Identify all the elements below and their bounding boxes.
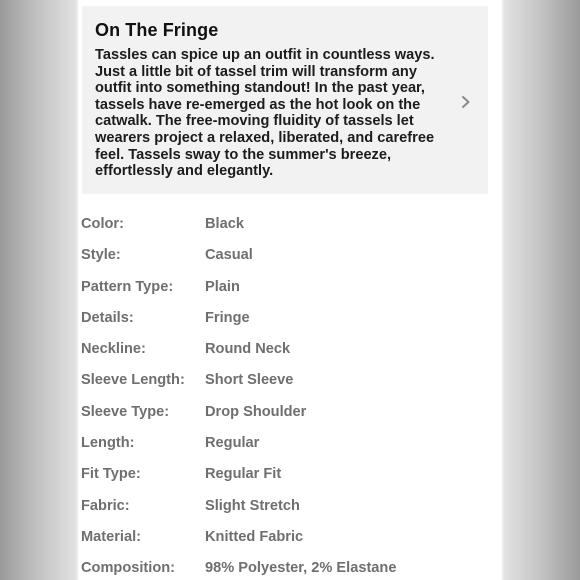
- spec-row-pattern-type: [81, 276, 491, 307]
- feature-title: On The Fringe: [95, 20, 219, 40]
- spec-label: Color:: [81, 216, 124, 232]
- spec-value: 98% Polyester, 2% Elastane: [205, 560, 397, 577]
- spec-row-material: [81, 526, 491, 557]
- spec-row-sleeve-length: [81, 369, 491, 400]
- spec-label: Material:: [81, 528, 142, 545]
- spec-row-neckline: [81, 338, 491, 369]
- spec-value: Slight Stretch: [205, 497, 300, 514]
- spec-value: Short Sleeve: [205, 372, 294, 389]
- spec-label: Sleeve Type:: [81, 403, 170, 420]
- spec-label: Fabric:: [81, 497, 130, 514]
- spec-label: Sleeve Length:: [81, 372, 185, 389]
- spec-value: Plain: [205, 278, 240, 295]
- spec-label: Details:: [81, 309, 134, 326]
- feature-card[interactable]: [82, 6, 488, 194]
- spec-row-fit-type: [81, 463, 491, 494]
- spec-value: Casual: [205, 247, 253, 264]
- spec-label: Pattern Type:: [81, 278, 174, 295]
- chevron-right-icon[interactable]: [460, 94, 472, 110]
- spec-row-sleeve-type: [81, 401, 491, 432]
- spec-row-composition: [81, 557, 491, 580]
- spec-label: Fit Type:: [81, 466, 141, 483]
- spec-value: Round Neck: [205, 341, 291, 358]
- spec-label: Neckline:: [81, 341, 146, 358]
- spec-row-details: [81, 307, 491, 338]
- spec-label: Length:: [81, 435, 135, 452]
- spec-row-length: [81, 432, 491, 463]
- spec-value: Fringe: [205, 309, 250, 326]
- product-details-panel: [79, 0, 501, 580]
- feature-description: Tassles can spice up an outfit in countless ways. Just a little bit of tassel trim will transform any outfit into something standout! In the past year, tassels have re-emerged as the hot look on the catwalk. The free-moving fluidity of tassels let wearers project a relaxed, liberated, and carefree feel. Tassels sway to the summer's breeze, effortlessly and elegantly.: [95, 47, 435, 180]
- spec-row-style: [81, 244, 491, 275]
- spec-label: Style:: [81, 247, 121, 264]
- spec-row-fabric: [81, 495, 491, 526]
- spec-value: Drop Shoulder: [205, 403, 307, 420]
- spec-label: Composition:: [81, 560, 176, 577]
- spec-row-color: [81, 213, 491, 244]
- specifications-list: [81, 213, 491, 580]
- spec-value: Regular Fit: [205, 466, 282, 483]
- spec-value: Black: [205, 216, 244, 232]
- spec-value: Regular: [205, 435, 260, 452]
- spec-value: Knitted Fabric: [205, 528, 304, 545]
